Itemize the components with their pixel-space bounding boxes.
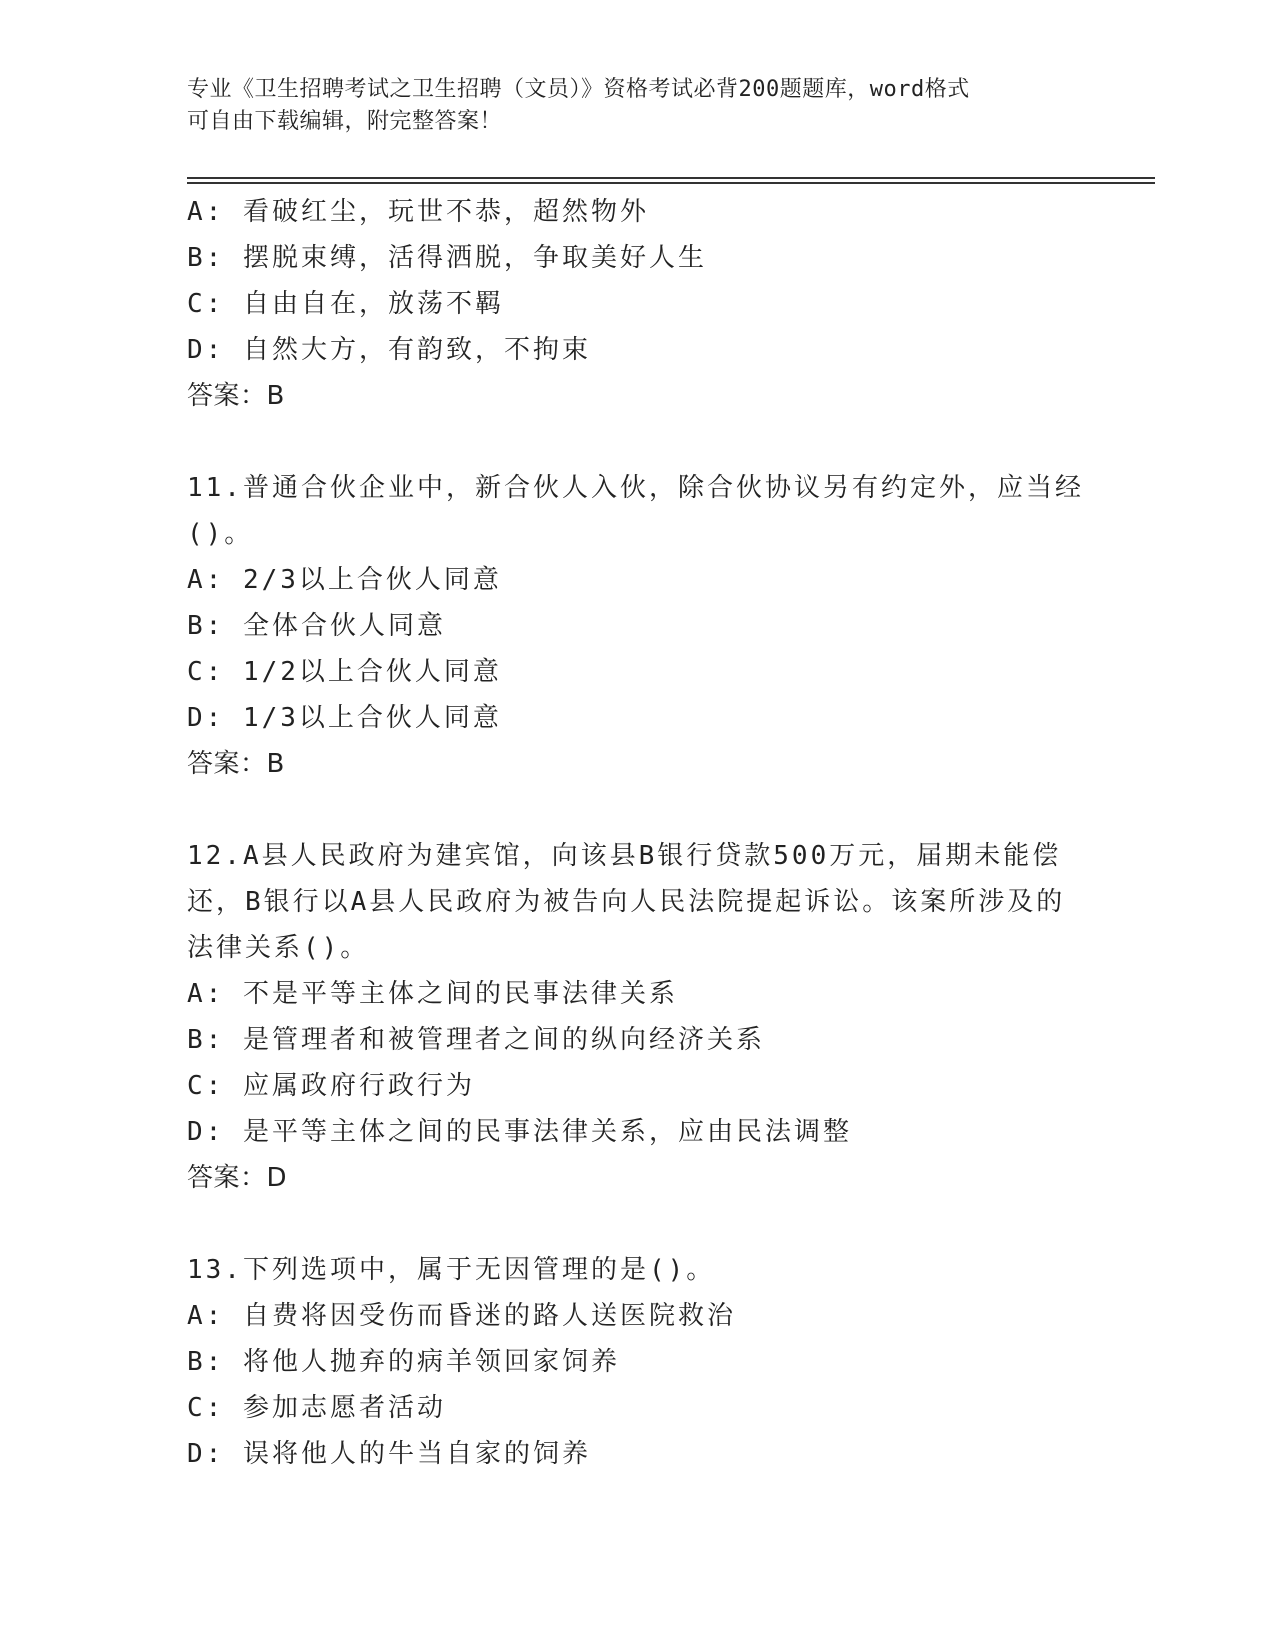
question-10-block: [187, 189, 1087, 419]
option-a: A: 不是平等主体之间的民事法律关系: [187, 979, 678, 1009]
answer: 答案：D: [187, 1163, 288, 1193]
question-stem-line: 12.A县人民政府为建宾馆，向该县B银行贷款500万元，届期未能偿: [187, 841, 1062, 871]
option-c: C: 1/2以上合伙人同意: [187, 657, 502, 687]
option-d: D: 误将他人的牛当自家的饲养: [187, 1439, 591, 1469]
header-line-1: 专业《卫生招聘考试之卫生招聘（文员）》资格考试必背200题题库，word格式: [187, 77, 970, 102]
option-a: A: 2/3以上合伙人同意: [187, 565, 502, 595]
option-c: C: 应属政府行政行为: [187, 1071, 475, 1101]
option-d: D: 是平等主体之间的民事法律关系，应由民法调整: [187, 1117, 852, 1147]
header-rule-top: [187, 177, 1155, 179]
option-b: B: 全体合伙人同意: [187, 611, 446, 641]
option-a: A: 自费将因受伤而昏迷的路人送医院救治: [187, 1301, 736, 1331]
answer: 答案：B: [187, 749, 285, 779]
question-11-block: [187, 465, 1087, 787]
question-13-block: [187, 1247, 1087, 1477]
question-stem-line: ()。: [187, 519, 254, 549]
answer: 答案：B: [187, 381, 285, 411]
option-d: D: 自然大方，有韵致，不拘束: [187, 335, 591, 365]
option-a: A: 看破红尘，玩世不恭，超然物外: [187, 197, 649, 227]
option-c: C: 自由自在，放荡不羁: [187, 289, 504, 319]
question-stem-line: 13.下列选项中，属于无因管理的是()。: [187, 1255, 716, 1285]
question-stem-line: 法律关系()。: [187, 933, 370, 963]
option-b: B: 将他人抛弃的病羊领回家饲养: [187, 1347, 620, 1377]
option-b: B: 摆脱束缚，活得洒脱，争取美好人生: [187, 243, 707, 273]
option-c: C: 参加志愿者活动: [187, 1393, 446, 1423]
question-list: [187, 189, 1087, 1477]
option-b: B: 是管理者和被管理者之间的纵向经济关系: [187, 1025, 765, 1055]
question-stem-line: 11.普通合伙企业中，新合伙人入伙，除合伙协议另有约定外，应当经: [187, 473, 1084, 503]
option-d: D: 1/3以上合伙人同意: [187, 703, 502, 733]
header-rule-bottom: [187, 182, 1155, 184]
header-line-2: 可自由下载编辑，附完整答案！: [187, 109, 503, 134]
question-12-block: [187, 833, 1087, 1201]
question-stem-line: 还，B银行以A县人民政府为被告向人民法院提起诉讼。该案所涉及的: [187, 887, 1066, 917]
document-header: [187, 74, 1087, 138]
